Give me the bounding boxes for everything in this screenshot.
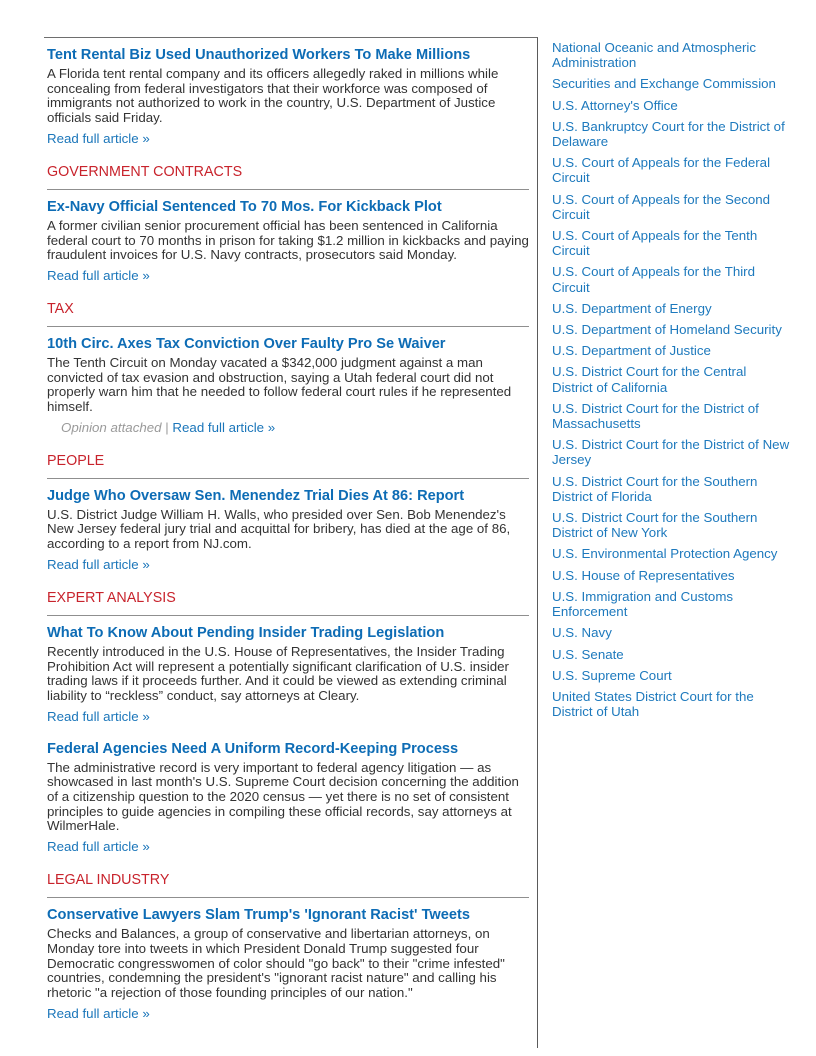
sidebar-link[interactable]: U.S. Court of Appeals for the Federal Circuit [552, 155, 771, 186]
sidebar-link[interactable]: U.S. District Court for the Southern District of Florida [552, 473, 758, 504]
article [47, 741, 529, 855]
sidebar-link[interactable]: U.S. Bankruptcy Court for the District of Delaware [552, 118, 785, 150]
sidebar-link[interactable]: U.S. District Court for the District of Massachusetts [552, 400, 759, 432]
article-body: Checks and Balances, a group of conservative and libertarian attorneys, on Monday tore into tweets in which President Donald Trump suggested four Democratic congresswomen of color should "go back" to their "crime infested" countries, condemning the president's "ignorant racist nature" and calling his rhetoric "a rejection of those founding principles of our nation." [47, 926, 505, 1000]
article-body: U.S. District Judge William H. Walls, who presided over Sen. Bob Menendez's New Jersey federal jury trial and acquittal for bribery, has died at the age of 86, according to a report from NJ.com. [47, 506, 511, 552]
sidebar-link[interactable]: U.S. Court of Appeals for the Second Circuit [552, 191, 771, 222]
article [47, 488, 529, 572]
read-full-article-link[interactable]: Read full article » [47, 839, 150, 855]
article-body: The Tenth Circuit on Monday vacated a $342,000 judgment against a man convicted of tax evasion and obstruction, saying a Utah federal court did not properly warn him that he needed to follow federal court rules if he represented himself. [47, 354, 512, 415]
article-title[interactable]: Federal Agencies Need A Uniform Record-Keeping Process [47, 740, 459, 757]
sidebar-link[interactable]: U.S. Environmental Protection Agency [552, 546, 778, 562]
read-line [47, 268, 529, 283]
read-line [47, 839, 529, 854]
sidebar-link[interactable]: U.S. Immigration and Customs Enforcement [552, 588, 734, 620]
sidebar-link[interactable]: National Oceanic and Atmospheric Administration [552, 40, 756, 71]
article [47, 907, 529, 1021]
article-title[interactable]: 10th Circ. Axes Tax Conviction Over Faulty Pro Se Waiver [47, 335, 446, 352]
sidebar-link[interactable]: U.S. Department of Justice [552, 343, 711, 359]
sidebar-link[interactable]: United States District Court for the District of Utah [552, 688, 754, 720]
read-full-article-link[interactable]: Read full article » [47, 1005, 150, 1021]
section-header-legal-industry: LEGAL INDUSTRY [47, 872, 170, 889]
section-rule [47, 326, 529, 327]
sidebar-link[interactable]: U.S. Department of Homeland Security [552, 322, 782, 338]
read-full-article-link[interactable]: Read full article » [47, 267, 150, 283]
article [47, 199, 529, 283]
read-line [47, 709, 529, 724]
sidebar-link[interactable]: U.S. District Court for the Southern District of New York [552, 510, 758, 541]
read-full-article-link[interactable]: Read full article » [172, 419, 276, 435]
section-header-government-contracts: GOVERNMENT CONTRACTS [47, 163, 243, 180]
article-body: A former civilian senior procurement official has been sentenced in California federal court to 70 months in prison for taking $1.2 million in kickbacks and paying fraudulent invoices for U.S. Navy contracts, prosecutors said Monday. [47, 217, 529, 263]
article-body: A Florida tent rental company and its officers allegedly raked in millions while concealing from federal investigators that their workforce was composed of immigrants not authorized to work in the country, U.S. Department of Justice officials said Friday. [47, 66, 499, 126]
article-title[interactable]: Tent Rental Biz Used Unauthorized Workers To Make Millions [47, 47, 471, 63]
section-rule [47, 897, 529, 898]
read-line [47, 557, 529, 572]
sidebar-link[interactable]: U.S. House of Representatives [552, 567, 735, 583]
read-line [47, 131, 529, 146]
sidebar-link[interactable]: U.S. Court of Appeals for the Third Circuit [552, 264, 756, 295]
sidebar-link[interactable]: U.S. District Court for the Central District of California [552, 364, 747, 395]
article-title[interactable]: Ex-Navy Official Sentenced To 70 Mos. For Kickback Plot [47, 198, 442, 215]
note-separator: | [165, 419, 169, 435]
sidebar-link[interactable]: U.S. Court of Appeals for the Tenth Circuit [552, 228, 758, 259]
section-header-tax: TAX [47, 300, 74, 317]
sidebar-court-agency-list [538, 37, 790, 725]
article-title[interactable]: What To Know About Pending Insider Trading Legislation [47, 624, 445, 641]
read-full-article-link[interactable]: Read full article » [47, 556, 150, 572]
article-title[interactable]: Judge Who Oversaw Sen. Menendez Trial Dies At 86: Report [47, 487, 465, 504]
section-header-expert-analysis: EXPERT ANALYSIS [47, 589, 176, 606]
sidebar-link[interactable]: Securities and Exchange Commission [552, 76, 776, 92]
section-rule [47, 615, 529, 616]
sidebar-link[interactable]: U.S. District Court for the District of New Jersey [552, 437, 790, 468]
read-full-article-link[interactable]: Read full article » [47, 708, 150, 724]
article-body: The administrative record is very important to federal agency litigation — as showcased in last month's U.S. Supreme Court decision concerning the addition of a citizenship question to the 2020 census — yet there is no set of consistent principles to guide agencies in compiling these official records, say attorneys at WilmerHale. [47, 759, 519, 834]
main-column [44, 37, 538, 1048]
opinion-attached-note: Opinion attached [61, 419, 162, 435]
article [47, 625, 529, 724]
article-body: Recently introduced in the U.S. House of Representatives, the Insider Trading Prohibition Act will represent a potentially significant clarification of U.S. insider trading laws if it proceeds further. And it could be viewed as extending criminal liability to “reckless” conduct, say attorneys at Cleary. [47, 643, 509, 703]
article [47, 336, 529, 435]
read-full-article-link[interactable]: Read full article » [47, 130, 150, 146]
read-line [47, 1006, 529, 1021]
section-rule [47, 189, 529, 190]
note-line [47, 420, 529, 435]
sidebar-link[interactable]: U.S. Attorney's Office [552, 97, 678, 113]
section-rule [47, 478, 529, 479]
sidebar-link[interactable]: U.S. Navy [552, 625, 612, 641]
article-title[interactable]: Conservative Lawyers Slam Trump's 'Ignorant Racist' Tweets [47, 907, 470, 924]
article [47, 47, 529, 146]
section-header-people: PEOPLE [47, 452, 105, 469]
sidebar-link[interactable]: U.S. Supreme Court [552, 667, 672, 683]
sidebar-link[interactable]: U.S. Department of Energy [552, 300, 712, 316]
sidebar-link[interactable]: U.S. Senate [552, 646, 624, 662]
